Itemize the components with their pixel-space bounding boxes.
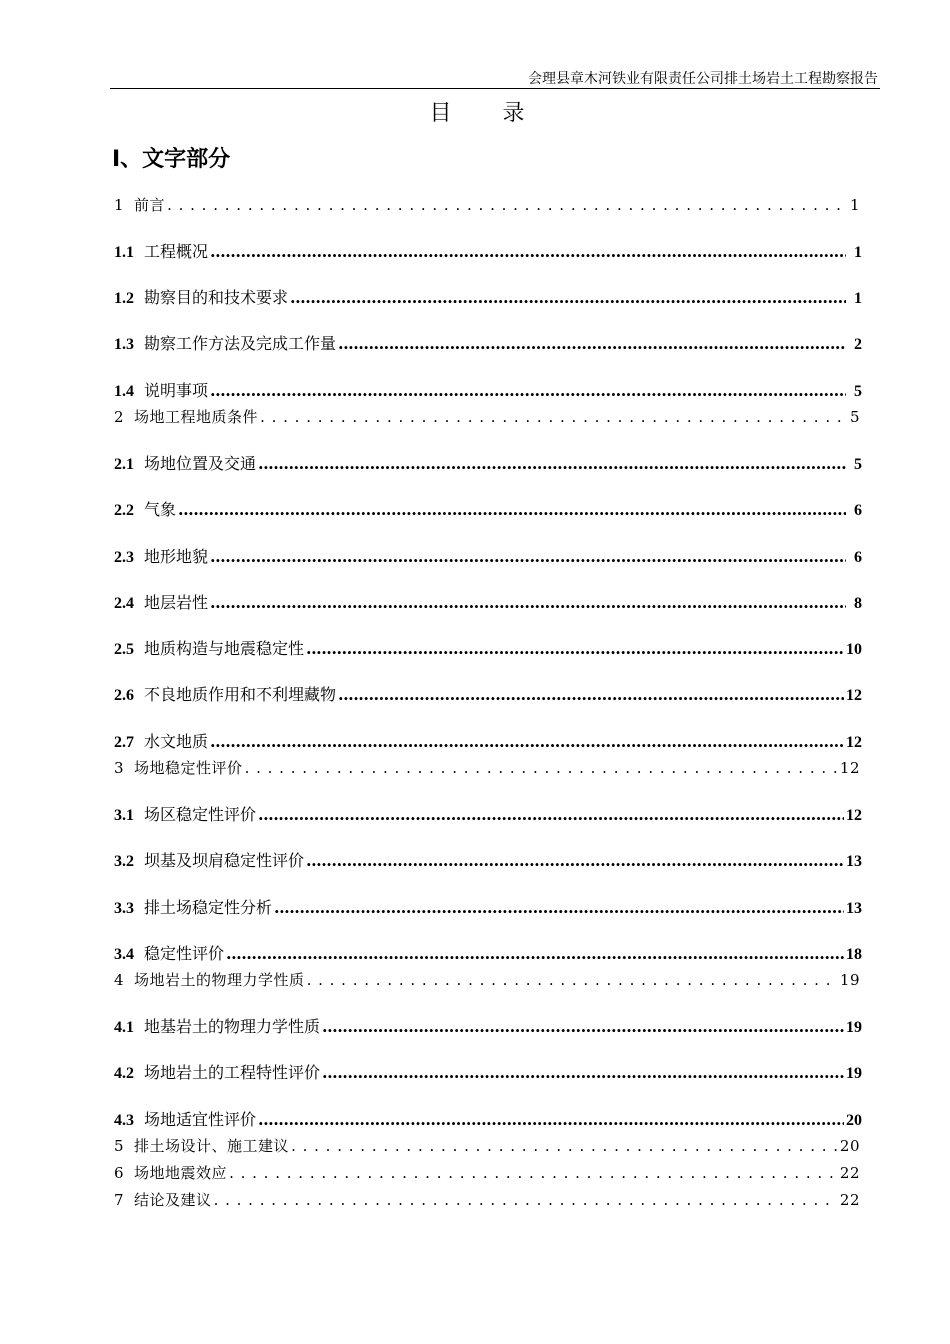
toc-entry[interactable] (114, 590, 862, 613)
toc-page: 5 (854, 456, 862, 473)
toc-number: 3.4 (114, 946, 134, 963)
toc-entry[interactable] (114, 848, 862, 871)
toc-leader (229, 1166, 838, 1181)
toc-label: 地形地貌 (144, 547, 209, 566)
running-header: 会理县章木河铁业有限责任公司排土场岩土工程勘察报告 (528, 71, 878, 87)
toc-page: 19 (846, 1019, 862, 1036)
toc-entry[interactable] (114, 1135, 860, 1156)
toc-leader (274, 900, 844, 916)
toc-leader (258, 456, 846, 472)
toc-leader (306, 641, 844, 657)
toc-entry[interactable] (114, 757, 860, 778)
toc-page: 19 (839, 971, 860, 989)
toc-number: 4.3 (114, 1112, 134, 1129)
toc-label: 场地岩土的物理力学性质 (134, 971, 305, 989)
toc-leader (167, 198, 844, 213)
toc-label: 说明事项 (144, 381, 209, 400)
toc-label: 排土场稳定性分析 (144, 898, 273, 917)
toc-entry[interactable] (114, 1162, 860, 1183)
toc-leader (214, 1193, 838, 1208)
toc-label: 场地位置及交通 (144, 454, 257, 473)
toc-page: 10 (846, 641, 862, 658)
toc-page: 20 (839, 1137, 860, 1155)
toc-leader (322, 1019, 844, 1035)
toc-entry[interactable] (114, 239, 862, 262)
toc-leader (260, 410, 844, 425)
toc-number: 2.5 (114, 641, 134, 658)
toc-entry[interactable] (114, 285, 862, 308)
toc-label: 场地地震效应 (134, 1164, 228, 1182)
toc-entry[interactable] (114, 1107, 862, 1130)
toc-leader (258, 807, 844, 823)
toc-entry[interactable] (114, 1014, 862, 1037)
toc-entry[interactable] (114, 895, 862, 918)
toc-leader (210, 595, 846, 611)
toc-page: 20 (846, 1112, 862, 1129)
toc-entry[interactable] (114, 682, 862, 705)
toc-page: 12 (846, 687, 862, 704)
toc-number: 4.1 (114, 1019, 134, 1036)
toc-page: 12 (839, 759, 860, 777)
toc-entry[interactable] (114, 497, 862, 520)
toc-label: 勘察目的和技术要求 (144, 288, 289, 307)
toc-number: 2.2 (114, 502, 134, 519)
toc-label: 地基岩土的物理力学性质 (144, 1017, 321, 1036)
toc-leader (245, 761, 838, 776)
toc-entry[interactable] (114, 941, 862, 964)
toc-number: 1.2 (114, 290, 134, 307)
toc-entry[interactable] (114, 802, 862, 825)
toc-label: 排土场设计、施工建议 (134, 1137, 290, 1155)
toc-number: 4.2 (114, 1065, 134, 1082)
toc-page: 5 (849, 408, 860, 426)
toc-entry[interactable] (114, 969, 860, 990)
toc-number: 2.6 (114, 687, 134, 704)
toc-label: 不良地质作用和不利埋藏物 (144, 685, 337, 704)
toc-entry[interactable] (114, 1060, 862, 1083)
toc-leader (338, 687, 844, 703)
toc-number: 2 (114, 408, 125, 426)
toc-label: 场地稳定性评价 (134, 759, 243, 777)
toc-entry[interactable] (114, 378, 862, 401)
toc-page: 13 (846, 853, 862, 870)
toc-number: 2.1 (114, 456, 134, 473)
toc-page: 1 (854, 244, 862, 261)
toc-page: 8 (854, 595, 862, 612)
toc-leader (290, 290, 846, 306)
toc-page: 1 (849, 196, 860, 214)
toc-number: 6 (114, 1164, 125, 1182)
toc-number: 4 (114, 971, 125, 989)
toc-number: 2.7 (114, 734, 134, 751)
toc-leader (210, 734, 844, 750)
toc-page: 18 (846, 946, 862, 963)
toc-entry[interactable] (114, 636, 862, 659)
toc-page: 19 (846, 1065, 862, 1082)
toc-entry[interactable] (114, 331, 862, 354)
toc-page: 12 (846, 734, 862, 751)
toc-label: 地层岩性 (144, 593, 209, 612)
toc-leader (178, 502, 846, 518)
toc-entry[interactable] (114, 451, 862, 474)
toc-number: 7 (114, 1191, 125, 1209)
toc-label: 稳定性评价 (144, 944, 225, 963)
toc-number: 3.2 (114, 853, 134, 870)
toc-leader (210, 244, 846, 260)
toc-entry[interactable] (114, 194, 860, 215)
toc-number: 2.3 (114, 549, 134, 566)
toc-leader (307, 973, 838, 988)
toc-number: 5 (114, 1137, 125, 1155)
toc-leader (306, 853, 844, 869)
toc-leader (210, 383, 846, 399)
toc-entry[interactable] (114, 1189, 860, 1210)
section-heading: Ⅰ、文字部分 (112, 147, 231, 172)
toc-leader (210, 549, 846, 565)
toc-number: 3.1 (114, 807, 134, 824)
toc-label: 前言 (134, 196, 166, 214)
toc-label: 勘察工作方法及完成工作量 (144, 334, 337, 353)
toc-label: 地质构造与地震稳定性 (144, 639, 305, 658)
toc-leader (322, 1065, 844, 1081)
toc-entry[interactable] (114, 729, 862, 752)
toc-number: 1.4 (114, 383, 134, 400)
toc-number: 1.1 (114, 244, 134, 261)
toc-page: 22 (839, 1164, 860, 1182)
toc-entry[interactable] (114, 406, 860, 427)
toc-leader (226, 946, 844, 962)
toc-number: 1 (114, 196, 125, 214)
toc-leader (291, 1139, 838, 1154)
toc-number: 3.3 (114, 900, 134, 917)
toc-number: 2.4 (114, 595, 134, 612)
toc-page: 13 (846, 900, 862, 917)
toc-page: 2 (854, 336, 862, 353)
toc-page: 6 (854, 549, 862, 566)
header-rule (110, 88, 880, 89)
toc-page: 6 (854, 502, 862, 519)
toc-page: 1 (854, 290, 862, 307)
toc-page: 5 (854, 383, 862, 400)
toc-label: 场地工程地质条件 (134, 408, 259, 426)
toc-label: 场地岩土的工程特性评价 (144, 1063, 321, 1082)
toc-label: 水文地质 (144, 732, 209, 751)
toc-leader (338, 336, 846, 352)
toc-entry[interactable] (114, 544, 862, 567)
toc-label: 气象 (144, 500, 177, 519)
toc-title: 目 录 (429, 101, 547, 126)
toc-label: 场地适宜性评价 (144, 1110, 257, 1129)
toc-leader (258, 1112, 844, 1128)
toc-number: 1.3 (114, 336, 134, 353)
toc-page: 22 (839, 1191, 860, 1209)
toc-page: 12 (846, 807, 862, 824)
toc-label: 场区稳定性评价 (144, 805, 257, 824)
toc-label: 坝基及坝肩稳定性评价 (144, 851, 305, 870)
toc-label: 结论及建议 (134, 1191, 212, 1209)
toc-number: 3 (114, 759, 125, 777)
toc-label: 工程概况 (144, 242, 209, 261)
